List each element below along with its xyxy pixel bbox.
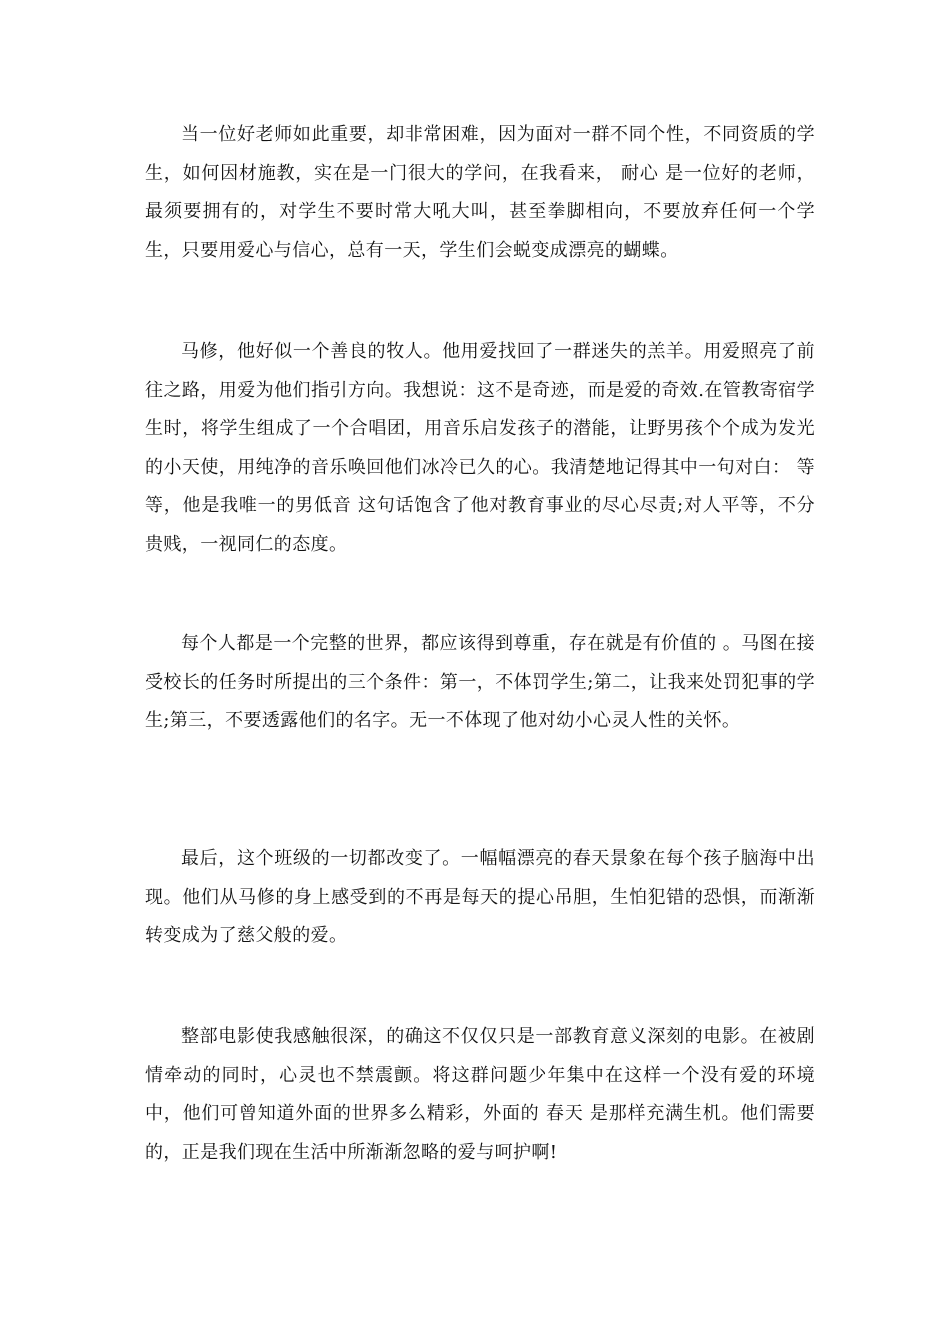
paragraph-5: 整部电影使我感触很深，的确这不仅仅只是一部教育意义深刻的电影。在被剧情牵动的同时，心灵也不禁震颤。将这群问题少年集中在这样一个没有爱的环境中，他们可曾知道外面的世界多么精彩，外面的 春天 是那样充满生机。他们需要的，正是我们现在生活中所渐渐忽略的爱与呵护啊! [145, 1026, 815, 1163]
paragraph-2: 马修，他好似一个善良的牧人。他用爱找回了一群迷失的羔羊。用爱照亮了前往之路，用爱为他们指引方向。我想说：这不是奇迹，而是爱的奇效.在管教寄宿学生时，将学生组成了一个合唱团，用音乐启发孩子的潜能，让野男孩个个成为发光的小天使，用纯净的音乐唤回他们冰冷已久的心。我清楚地记得其中一句对白： 等等，他是我唯一的男低音 这句话饱含了他对教育事业的尽心尽责;对人平等，不分贵贱，一视同仁的态度。 [145, 341, 815, 555]
paragraph-1: 当一位好老师如此重要，却非常困难，因为面对一群不同个性，不同资质的学生，如何因材施教，实在是一门很大的学问，在我看来， 耐心 是一位好的老师，最须要拥有的，对学生不要时常大吼大叫，甚至拳脚相向，不要放弃任何一个学生，只要用爱心与信心，总有一天，学生们会蜕变成漂亮的蝴蝶。 [145, 124, 815, 261]
paragraph-3: 每个人都是一个完整的世界，都应该得到尊重，存在就是有价值的 。马图在接受校长的任务时所提出的三个条件：第一，不体罚学生;第二，让我来处罚犯事的学生;第三，不要透露他们的名字。无一不体现了他对幼小心灵人性的关怀。 [145, 633, 815, 731]
paragraph-4: 最后，这个班级的一切都改变了。一幅幅漂亮的春天景象在每个孩子脑海中出现。他们从马修的身上感受到的不再是每天的提心吊胆，生怕犯错的恐惧，而渐渐转变成为了慈父般的爱。 [145, 848, 815, 946]
